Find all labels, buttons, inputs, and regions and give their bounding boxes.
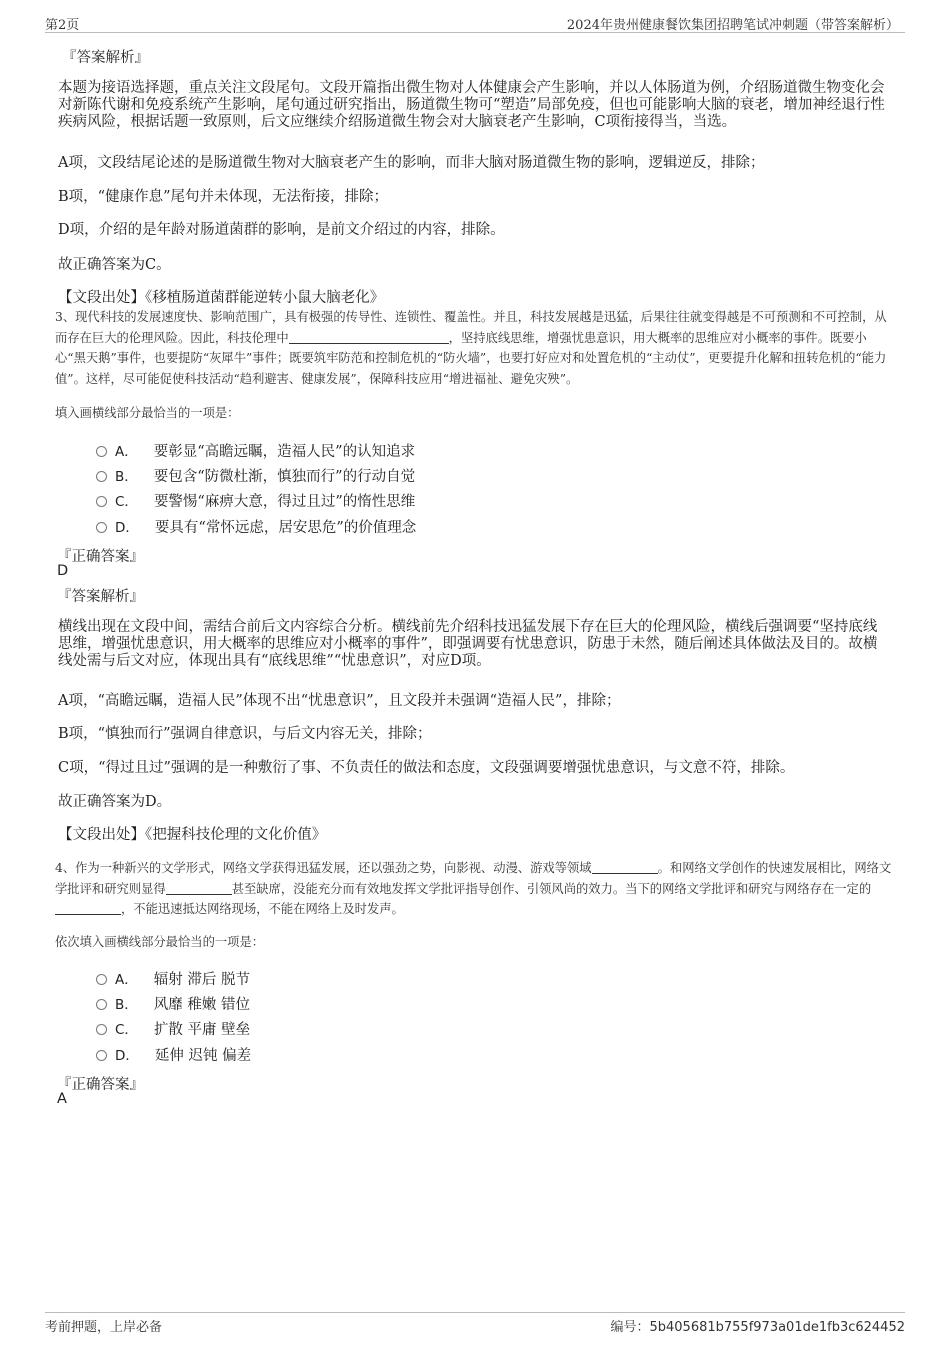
correct-answer-value: D [57, 563, 69, 579]
radio-icon[interactable] [96, 999, 107, 1010]
question-3-stem [55, 307, 897, 389]
question-4-option-b[interactable]: B． 风靡 稚嫩 错位 [96, 993, 250, 1014]
page-footer [45, 1312, 905, 1335]
document-id: 编号：5b405681b755f973a01de1fb3c624452 [610, 1320, 905, 1335]
question-4-blank-2 [166, 882, 232, 895]
passage-source: 【文段出处】《把握科技伦理的文化价值》 [58, 827, 327, 843]
question-3-option-c[interactable]: C． 要警惕“麻痹大意，得过且过”的惰性思维 [96, 490, 415, 511]
question-4-stem: 4、作为一种新兴的文学形式，网络文学获得迅猛发展，还以强劲之势，向影视、动漫、游戏等领域 。和网络文学创作的快速发展相比，网络文学批评和研究则显得 甚至缺席，没能充分而有效地发挥文学批评指导创作、引领风尚的效力。当下的网络文学批评和研究与网络存在一定的，不能迅速抵达网络现场，不能在网络上及时发声。 [55, 861, 892, 916]
correct-answer-value: A [57, 1091, 67, 1107]
question-3-prompt: 填入画横线部分最恰当的一项是： [55, 406, 240, 420]
question-4-option-c[interactable]: C． 扩散 平庸 壁垒 [96, 1018, 250, 1039]
radio-icon[interactable] [96, 446, 107, 457]
footer-slogan: 考前押题，上岸必备 [45, 1320, 163, 1335]
radio-icon[interactable] [96, 496, 107, 507]
question-4-blank-1 [592, 861, 658, 874]
passage-source: 【文段出处】《移植肠道菌群能逆转小鼠大脑老化》 [58, 290, 385, 306]
analysis-label: 『答案解析』 [57, 589, 144, 605]
analysis-paragraph: 横线出现在文段中间，需结合前后文内容综合分析。横线前先介绍科技迅猛发展下存在巨大的伦理风险，横线后强调要“坚持底线思维，增强忧患意识，用大概率的思维应对小概率的事件”，即强调要有忧患意识，防患于未然，随后阐述具体做法及目的。故横线处需与后文对应，体现出具有“底线思维”“忧患意识”，对应D项。 [58, 619, 878, 669]
question-3-option-b[interactable]: B． 要包含“防微杜渐，慎独而行”的行动自觉 [96, 465, 415, 486]
radio-icon[interactable] [96, 974, 107, 985]
question-4-option-d[interactable]: D． 延伸 迟钝 偏差 [96, 1044, 251, 1065]
analysis-conclusion: 故正确答案为D。 [58, 794, 172, 810]
analysis-option-a: A项，“高瞻远瞩，造福人民”体现不出“忧患意识”，且文段并未强调“造福人民”，排除； [58, 693, 621, 709]
question-3-text-after: ，坚持底线思维，增强忧患意识，用大概率的思维应对小概率的事件。既要小心“黑天鹅”事件，也要提防“灰犀牛”事件；既要筑牢防范和控制危机的“防火墙”，也要打好应对和处置危机的“主动仗”，更要提升化解和扭转危机的“能力值”。这样，尽可能促使科技活动“趋利避害、健康发展”，保障科技应用“增进福祉、避免灾殃”。 [55, 330, 887, 386]
radio-icon[interactable] [96, 1050, 107, 1061]
question-3-blank [289, 331, 449, 344]
analysis-label: 『答案解析』 [62, 50, 149, 66]
analysis-option-a: A项，文段结尾论述的是肠道微生物对大脑衰老产生的影响，而非大脑对肠道微生物的影响，逻辑逆反，排除； [58, 155, 765, 171]
analysis-paragraph: 本题为接语选择题，重点关注文段尾句。文段开篇指出微生物对人体健康会产生影响，并以人体肠道为例，介绍肠道微生物变化会对新陈代谢和免疫系统产生影响，尾句通过研究指出，肠道微生物可“塑造”局部免疫，但也可能影响大脑的衰老，增加神经退行性疾病风险，根据话题一致原则，后文应继续介绍肠道微生物会对大脑衰老产生影响，C项衔接得当，当选。 [58, 80, 885, 130]
page-number: 第2页 [45, 18, 80, 33]
analysis-option-d: D项，介绍的是年龄对肠道菌群的影响，是前文介绍过的内容，排除。 [58, 222, 505, 238]
analysis-option-b: B项，“健康作息”尾句并未体现，无法衔接，排除； [58, 189, 388, 205]
radio-icon[interactable] [96, 1024, 107, 1035]
analysis-option-c: C项，“得过且过”强调的是一种敷衍了事、不负责任的做法和态度，文段强调要增强忧患意识，与文意不符，排除。 [58, 760, 795, 776]
question-4-blank-3 [55, 902, 121, 915]
analysis-conclusion: 故正确答案为C。 [58, 257, 171, 273]
question-3-option-d[interactable]: D． 要具有“常怀远虑，居安思危”的价值理念 [96, 516, 416, 537]
radio-icon[interactable] [96, 471, 107, 482]
analysis-option-b: B项，“慎独而行”强调自律意识，与后文内容无关，排除； [58, 726, 432, 742]
question-4-prompt: 依次填入画横线部分最恰当的一项是： [55, 935, 265, 949]
question-3-text-before: 3、现代科技的发展速度快、影响范围广，具有极强的传导性、连锁性、覆盖性。并且，科技发展越是迅猛，后果往往就变得越是不可预测和不可控制，从而存在巨大的伦理风险。因此，科技伦理中 [55, 310, 887, 345]
question-3-option-a[interactable]: A． 要彰显“高瞻远瞩，造福人民”的认知追求 [96, 440, 415, 461]
page-header [45, 14, 905, 33]
question-4-option-a[interactable]: A． 辐射 滞后 脱节 [96, 968, 250, 989]
correct-answer-label: 『正确答案』 [57, 549, 144, 565]
radio-icon[interactable] [96, 522, 107, 533]
document-title: 2024年贵州健康餐饮集团招聘笔试冲刺题（带答案解析） [566, 18, 899, 33]
correct-answer-label: 『正确答案』 [57, 1077, 144, 1093]
